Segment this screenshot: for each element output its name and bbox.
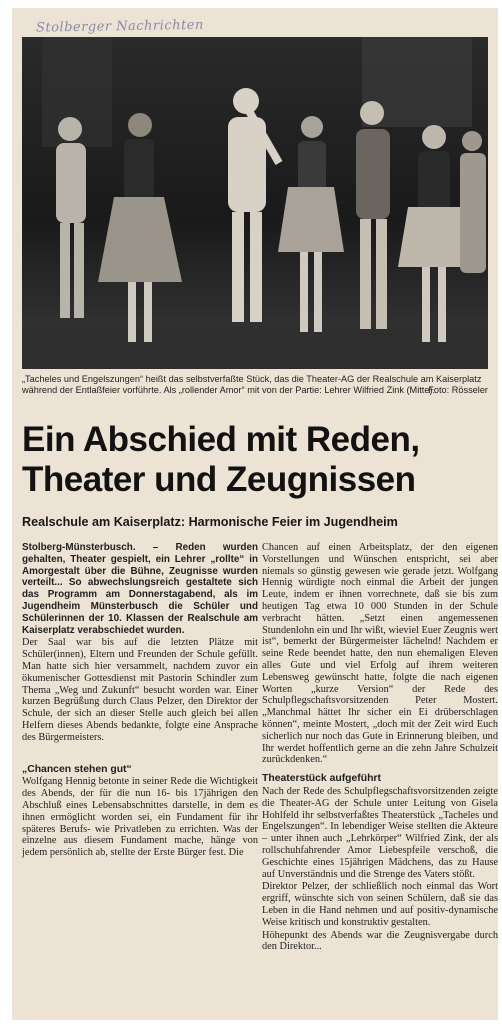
body-paragraph: Direktor Pelzer, der schließlich noch einmal das Wort ergriff, wünschte sich von seinen Schülern, daß sie das Leben in die Hand nehmen und auf positiv-dynamische Weise kritisch und konstruktiv gestalten.	[262, 881, 498, 928]
article-subheadline: Realschule am Kaiserplatz: Harmonische Feier im Jugendheim	[22, 515, 398, 529]
photo-credit: Foto: Rösseler	[428, 385, 488, 396]
photo-illustration	[22, 37, 488, 369]
article-column-right	[262, 542, 498, 954]
headline-line-1: Ein Abschied mit Reden,	[22, 420, 420, 459]
body-paragraph: Nach der Rede des Schulpflegschaftsvorsitzenden zeigte die Theater-AG der Schule unter Leitung von Gisela Hohlfeld ihr selbstverfaßtes Theaterstück „Tacheles und Engelszungen“. In lebendiger Weise stellten die Akteure – unter ihnen auch „Lehrkörper“ Wilfried Zink, der als rollschuhfahrender Amor Liebespfeile verschoß, die Geschichte eines 15jährigen Mädchens, das zu Hause auf Unverständnis und die Strenge des Vaters stößt.	[262, 785, 498, 880]
section-subhead: Theaterstück aufgeführt	[262, 773, 381, 785]
article-headline	[22, 420, 492, 500]
body-paragraph: Der Saal war bis auf die letzten Plätze mit Schüler(innen), Eltern und Freunden der Schule gefüllt. Man hatte sich hier versammelt, nachdem zuvor ein ökumenischer Gottesdienst mit Pastorin Schindler zum Thema „Weg und Zukunft“ besucht worden war. Einer kurzen Begrüßung durch Claus Pelzer, den Direktor der Schule, der sich an dieser Stelle auch gleich bei allen Helfern dieses Abends bedankte, folgte eine Ansprache des Bürgermeisters.	[22, 637, 258, 743]
article-column-left	[22, 542, 258, 860]
section-subhead: „Chancen stehen gut“	[22, 763, 132, 775]
photo-caption	[22, 374, 488, 397]
body-paragraph: Höhepunkt des Abends war die Zeugnisvergabe durch den Direktor...	[262, 929, 498, 953]
handwritten-source-note: Stolberger Nachrichten	[35, 17, 204, 36]
body-paragraph: Chancen auf einen Arbeitsplatz, der den eigenen Vorstellungen und Wünschen entspricht, sei aber niemals so günstig gewesen wie gerade jetzt. Wolfgang Hennig würdigte noch einmal die Arbeit der jungen Leute, indem er ihnen vorrechnete, daß sie bis zum heutigen Tag etwa 10 000 Stunden in der Schule verbracht hätten. „Setzt einen angemessenen Stundenlohn ein und Ihr wißt, wieviel Euer Zeugnis wert ist“, bemerkt der Bürgermeister lächelnd! Nachdem er seine Rede beendet hatte, den nun ehemaligen Eleven alles Gute und viel Erfolg auf ihrem weiteren Lebensweg gewünscht hatte, folgte die nach eigenen Worten „kurze Version“ der Rede des Schulpflegschaftsvorsitzenden Peter Mostert. „Manchmal hättet Ihr sicher ein Ei drüberschlagen können“, meinte Mostert, „doch mit der Zeit wird Euch sicherlich nur noch das Gute in Erinnerung bleiben, und Ihr werdet hoffentlich gerne an die zehn Jahre Schulzeit zurückdenken.“	[262, 542, 498, 766]
lead-paragraph: Stolberg-Münsterbusch. – Reden wurden gehalten, Theater gespielt, ein Lehrer „rollte“ in Amorgestalt über die Bühne, Zeugnisse wurden verteilt... So abwechslungsreich gestaltete sich das Programm am Donnerstagabend, als im Jugendheim Münsterbusch die Schüler und Schülerinnen der 10. Klassen der Realschule am Kaiserplatz verabschiedet wurden.	[22, 542, 258, 636]
body-paragraph: Wolfgang Hennig betonte in seiner Rede die Wichtigkeit des Abends, der für die nun 16- bis 17jährigen den Abschluß eines Lebensabschnittes darstelle, in dem es ihnen ermöglicht worden sei, ein Fundament für ihr späteres Berufs- wie Privatleben zu errichten. Was der einzelne aus diesem Fundament mache, hänge von jedem persönlich ab, stellte der Erste Bürger fest. Die	[22, 776, 258, 859]
caption-text: „Tacheles und Engelszungen“ heißt das selbstverfaßte Stück, das die Theater-AG der Realschule am Kaiserplatz während der Entlaßfeier vorführte. Als „rollender Amor“ mit von der Partie: Lehrer Wilfried Zink (Mitte).	[22, 374, 482, 396]
stage-performance-photo	[22, 37, 488, 369]
headline-line-2: Theater und Zeugnissen	[22, 460, 416, 499]
